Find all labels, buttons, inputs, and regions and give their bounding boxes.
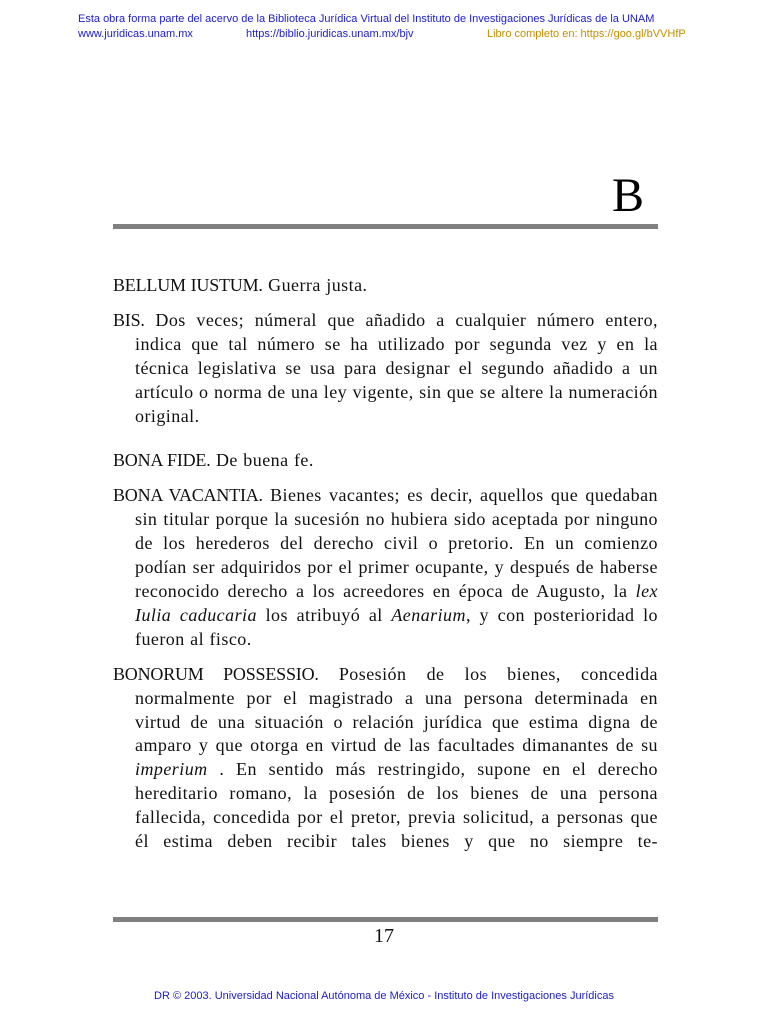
entry-term: BONORUM POSSESSIO.: [113, 663, 319, 684]
entry-italic-term: imperium: [135, 759, 208, 780]
top-rule: [113, 224, 658, 229]
entry-definition: Posesión de los bienes, concedida normalmente por el magistrado a una persona determinada en virtud de una situación o relación jurídica que estima digna de amparo y que otorga en virtud de las facultades dimanantes de su: [135, 663, 658, 756]
entry-bellum-iustum: [113, 274, 658, 298]
header-notice: Esta obra forma parte del acervo de la Biblioteca Jurídica Virtual del Instituto de Investigaciones Jurídicas de la UNAM: [78, 13, 655, 25]
section-letter: B: [612, 169, 645, 222]
entry-definition: . En sentido más restringido, supone en el derecho hereditario romano, la posesión de los bienes de una persona fallecida, concedida por el pretor, previa solicitud, a personas que él estima deben recibir tales bienes y que no siempre te-: [135, 759, 658, 852]
entry-term: BONA VACANTIA.: [113, 485, 263, 506]
entry-italic-term: lex Iulia caducaria: [135, 580, 658, 625]
copyright-footer: DR © 2003. Universidad Nacional Autónoma de México - Instituto de Investigaciones Jurídicas: [154, 990, 614, 1002]
full-book-link[interactable]: Libro completo en: https://goo.gl/bVVHfP: [487, 28, 686, 40]
glossary-entries: [113, 274, 658, 854]
entry-bonorum-possessio: [113, 663, 658, 854]
entry-bona-fide: [113, 449, 658, 473]
entry-bis: [113, 309, 658, 429]
entry-definition: , y con posterioridad lo fueron al fisco.: [135, 604, 659, 649]
entry-term: BELLUM IUSTUM.: [113, 275, 263, 295]
entry-bona-vacantia: [113, 484, 658, 651]
bottom-rule: [113, 917, 658, 922]
entry-definition: los atribuyó al: [256, 604, 392, 625]
entry-italic-term: Aenarium: [391, 604, 466, 625]
bjv-link[interactable]: https://biblio.juridicas.unam.mx/bjv: [246, 28, 414, 40]
entry-definition: Guerra justa.: [262, 275, 368, 295]
entry-definition: Dos veces; númeral que añadido a cualquier número entero, indica que tal número se ha utilizado por segunda vez y en la técnica legislativa se usa para designar el segundo añadido a un artículo o norma de una ley vigente, sin que se altere la numeración original.: [135, 309, 658, 426]
entry-definition: Bienes vacantes; es decir, aquellos que quedaban sin titular porque la sucesión no hubiera sido aceptada por ninguno de los herederos del derecho civil o pretorio. En un comienzo podían ser adquiridos por el primer ocupante, y después de haberse reconocido derecho a los acreedores en época de Augusto, la: [135, 485, 658, 601]
entry-term: BONA FIDE.: [113, 450, 211, 471]
entry-term: BIS.: [113, 309, 145, 330]
page-number: 17: [374, 925, 394, 947]
site-link[interactable]: www.juridicas.unam.mx: [78, 28, 193, 40]
entry-definition: De buena fe.: [210, 450, 314, 471]
